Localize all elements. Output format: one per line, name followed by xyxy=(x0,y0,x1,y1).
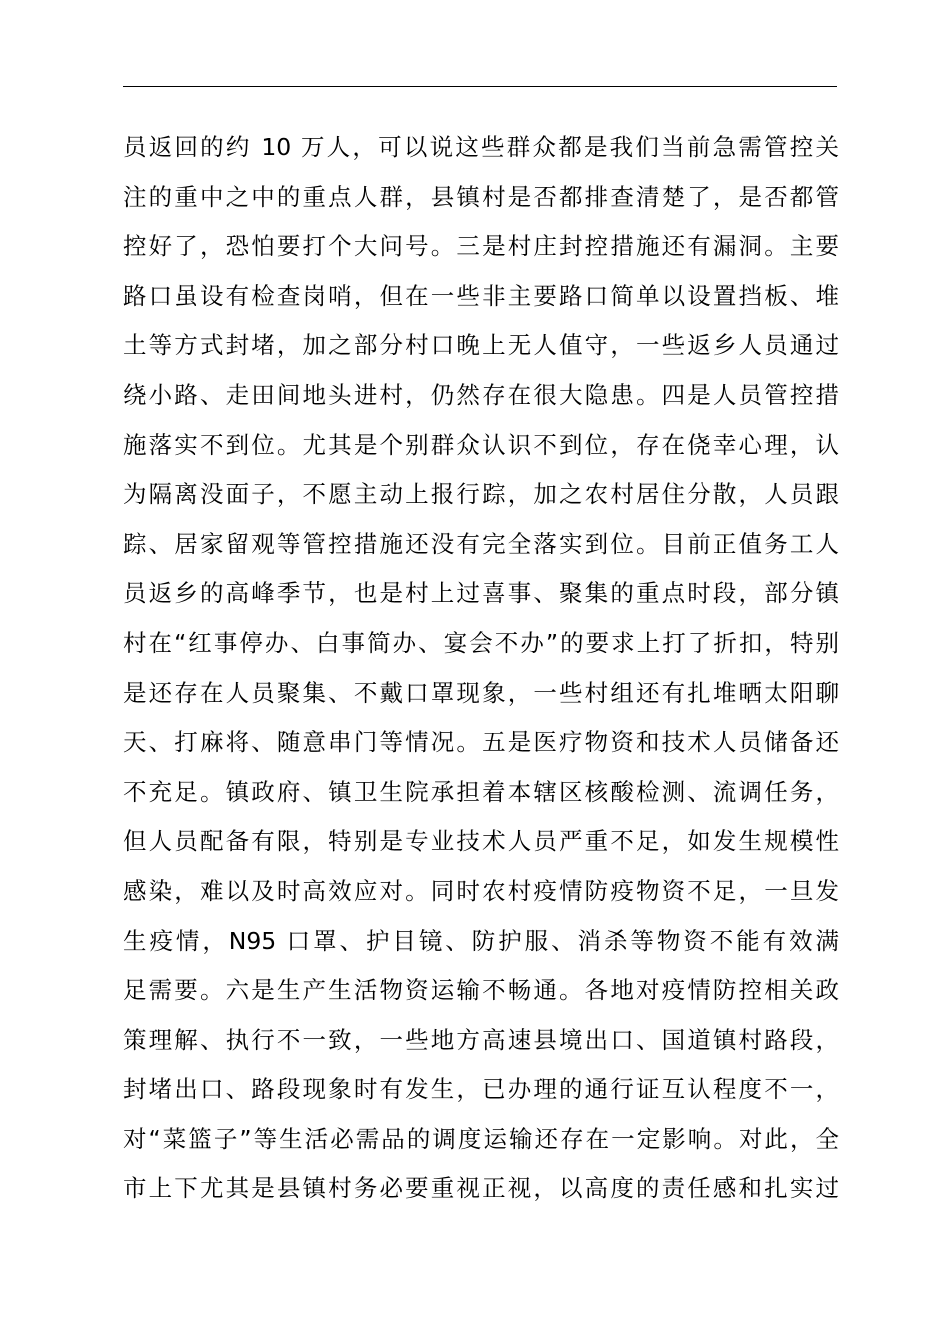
text-line: 绕小路、走田间地头进村，仍然存在很大隐患。四是人员管控措 xyxy=(123,380,839,409)
text-line: 感染，难以及时高效应对。同时农村疫情防疫物资不足，一旦发 xyxy=(123,876,839,905)
text-line: 是还存在人员聚集、不戴口罩现象，一些村组还有扎堆晒太阳聊 xyxy=(123,678,839,707)
text-line: 员返乡的高峰季节，也是村上过喜事、聚集的重点时段，部分镇 xyxy=(123,579,839,608)
text-line: 路口虽设有检查岗哨，但在一些非主要路口简单以设置挡板、堆 xyxy=(123,281,839,310)
text-line: 村在“红事停办、白事简办、宴会不办”的要求上打了折扣，特别 xyxy=(123,628,839,657)
text-line: 对“菜篮子”等生活必需品的调度运输还存在一定影响。对此，全 xyxy=(123,1124,839,1153)
text-line: 施落实不到位。尤其是个别群众认识不到位，存在侥幸心理，认 xyxy=(123,430,839,459)
text-line: 为隔离没面子，不愿主动上报行踪，加之农村居住分散，人员跟 xyxy=(123,480,839,509)
text-line: 封堵出口、路段现象时有发生，已办理的通行证互认程度不一， xyxy=(123,1075,839,1104)
text-line: 策理解、执行不一致，一些地方高速县境出口、国道镇村路段， xyxy=(123,1025,839,1054)
text-line: 足需要。六是生产生活物资运输不畅通。各地对疫情防控相关政 xyxy=(123,976,839,1005)
text-line: 不充足。镇政府、镇卫生院承担着本辖区核酸检测、流调任务， xyxy=(123,777,839,806)
text-line: 土等方式封堵，加之部分村口晚上无人值守，一些返乡人员通过 xyxy=(123,331,839,360)
text-line: 控好了，恐怕要打个大问号。三是村庄封控措施还有漏洞。主要 xyxy=(123,232,839,261)
text-line: 员返回的约 10 万人，可以说这些群众都是我们当前急需管控关 xyxy=(123,133,839,161)
header-rule xyxy=(123,86,837,87)
text-line: 生疫情，N95 口罩、护目镜、防护服、消杀等物资不能有效满 xyxy=(123,926,839,955)
document-body xyxy=(123,123,839,1214)
text-line: 天、打麻将、随意串门等情况。五是医疗物资和技术人员储备还 xyxy=(123,728,839,757)
text-line: 市上下尤其是县镇村务必要重视正视，以高度的责任感和扎实过 xyxy=(123,1174,839,1203)
text-line: 注的重中之中的重点人群，县镇村是否都排查清楚了，是否都管 xyxy=(123,182,839,211)
text-line: 踪、居家留观等管控措施还没有完全落实到位。目前正值务工人 xyxy=(123,529,839,558)
text-line: 但人员配备有限，特别是专业技术人员严重不足，如发生规模性 xyxy=(123,827,839,856)
